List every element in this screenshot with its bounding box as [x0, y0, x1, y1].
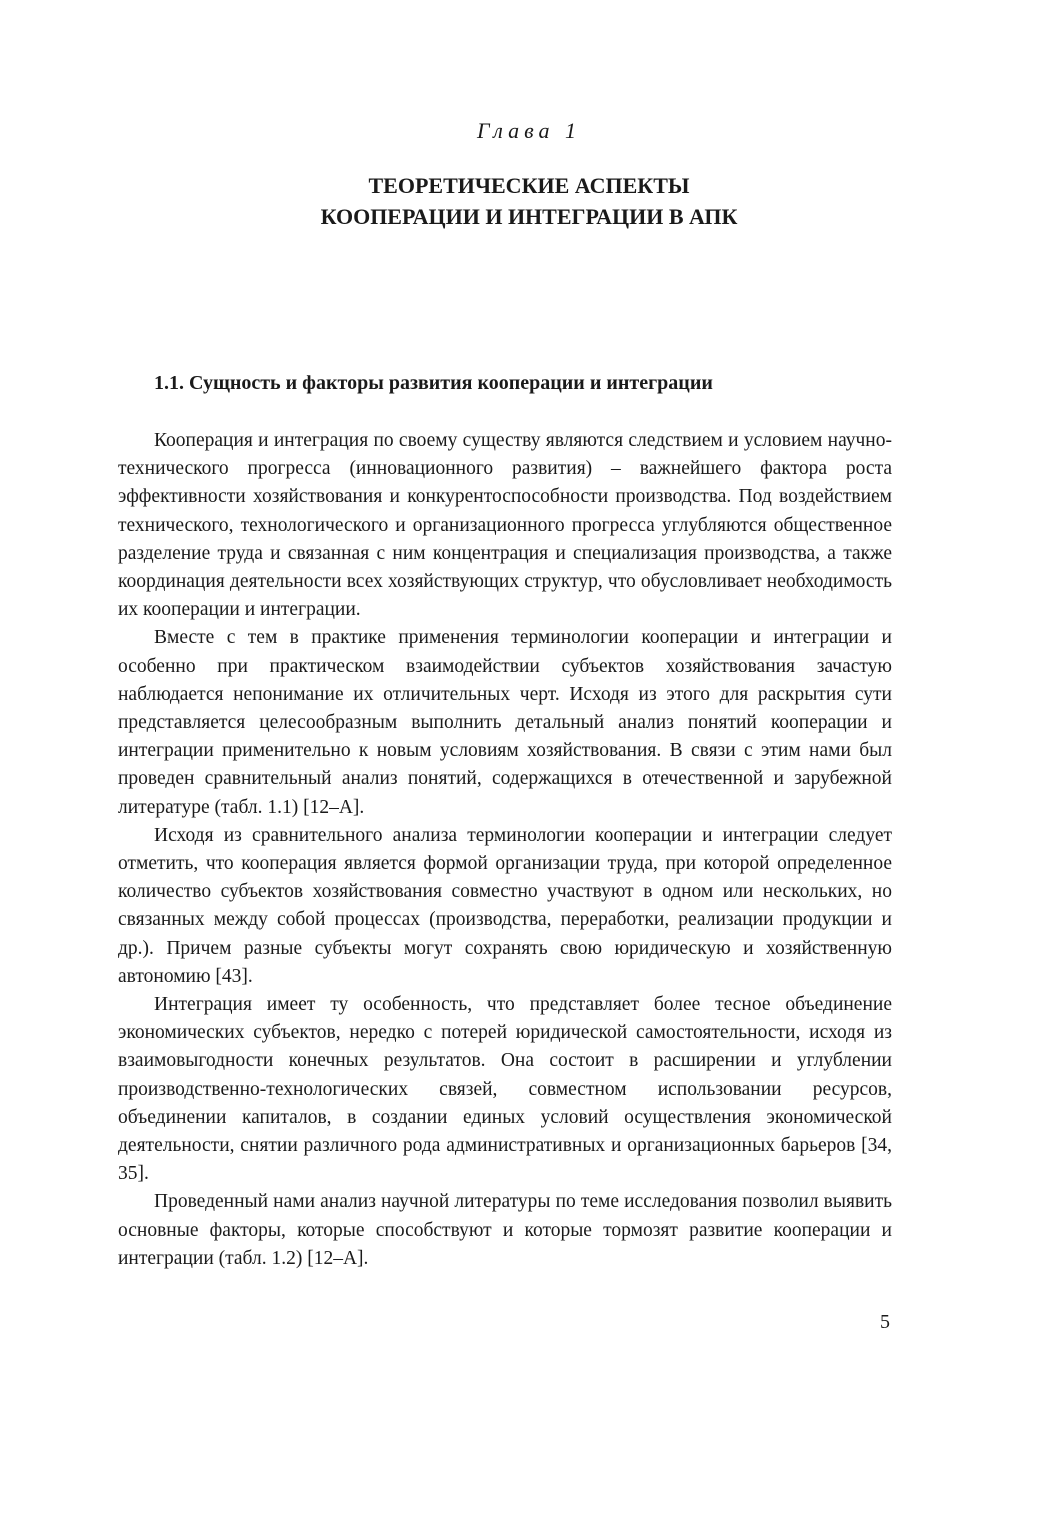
chapter-title-line-2: КООПЕРАЦИИ И ИНТЕГРАЦИИ В АПК — [320, 204, 738, 229]
body-text — [118, 427, 892, 1273]
paragraph: Интеграция имеет ту особенность, что представляет более тесное объединение экономических субъектов, нередко с потерей юридической самостоятельности, исходя из взаимовыгодности конечных результатов. Она состоит в расширении и углублении производственно-технологических связей, совместном использовании ресурсов, объединении капиталов, в создании единых условий осуществления экономической деятельности, снятии различного рода административных и организационных барьеров [34, 35]. — [118, 994, 892, 1185]
section-heading: 1.1. Сущность и факторы развития кооперации и интеграции — [154, 372, 713, 394]
page-number: 5 — [880, 1311, 890, 1333]
paragraph: Кооперация и интеграция по своему существу являются следствием и условием научно-технического прогресса (инновационного развития) – важнейшего фактора роста эффективности хозяйствования и конкурентоспособности производства. Под воздействием технического, технологического и организационного прогресса углубляются общественное разделение труда и связанная с ним концентрация и специализация производства, а также координация деятельности всех хозяйствующих структур, что обусловливает необходимость их кооперации и интеграции. — [118, 430, 892, 621]
chapter-title — [0, 170, 1058, 232]
paragraph: Проведенный нами анализ научной литературы по теме исследования позволил выявить основные факторы, которые способствуют и которые тормозят развитие кооперации и интеграции (табл. 1.2) [12–А]. — [118, 1191, 892, 1269]
paragraph: Исходя из сравнительного анализа терминологии кооперации и интеграции следует отметить, что кооперация является формой организации труда, при которой определенное количество субъектов хозяйствования совместно участвуют в одном или нескольких, но связанных между собой процессах (производства, переработки, реализации продукции и др.). Причем разные субъекты могут сохранять свою юридическую и хозяйственную автономию [43]. — [118, 824, 892, 987]
chapter-title-line-1: ТЕОРЕТИЧЕСКИЕ АСПЕКТЫ — [368, 173, 690, 198]
paragraph: Вместе с тем в практике применения терминологии кооперации и интеграции и особенно при практическом взаимодействии субъектов хозяйствования зачастую наблюдается непонимание их отличительных черт. Исходя из этого для раскрытия сути представляется целесообразным выполнить детальный анализ понятий кооперации и интеграции применительно к новым условиям хозяйствования. В связи с этим нами был проведен сравнительный анализ понятий, содержащихся в отечественной и зарубежной литературе (табл. 1.1) [12–А]. — [118, 627, 892, 818]
chapter-label: Глава 1 — [476, 118, 582, 143]
